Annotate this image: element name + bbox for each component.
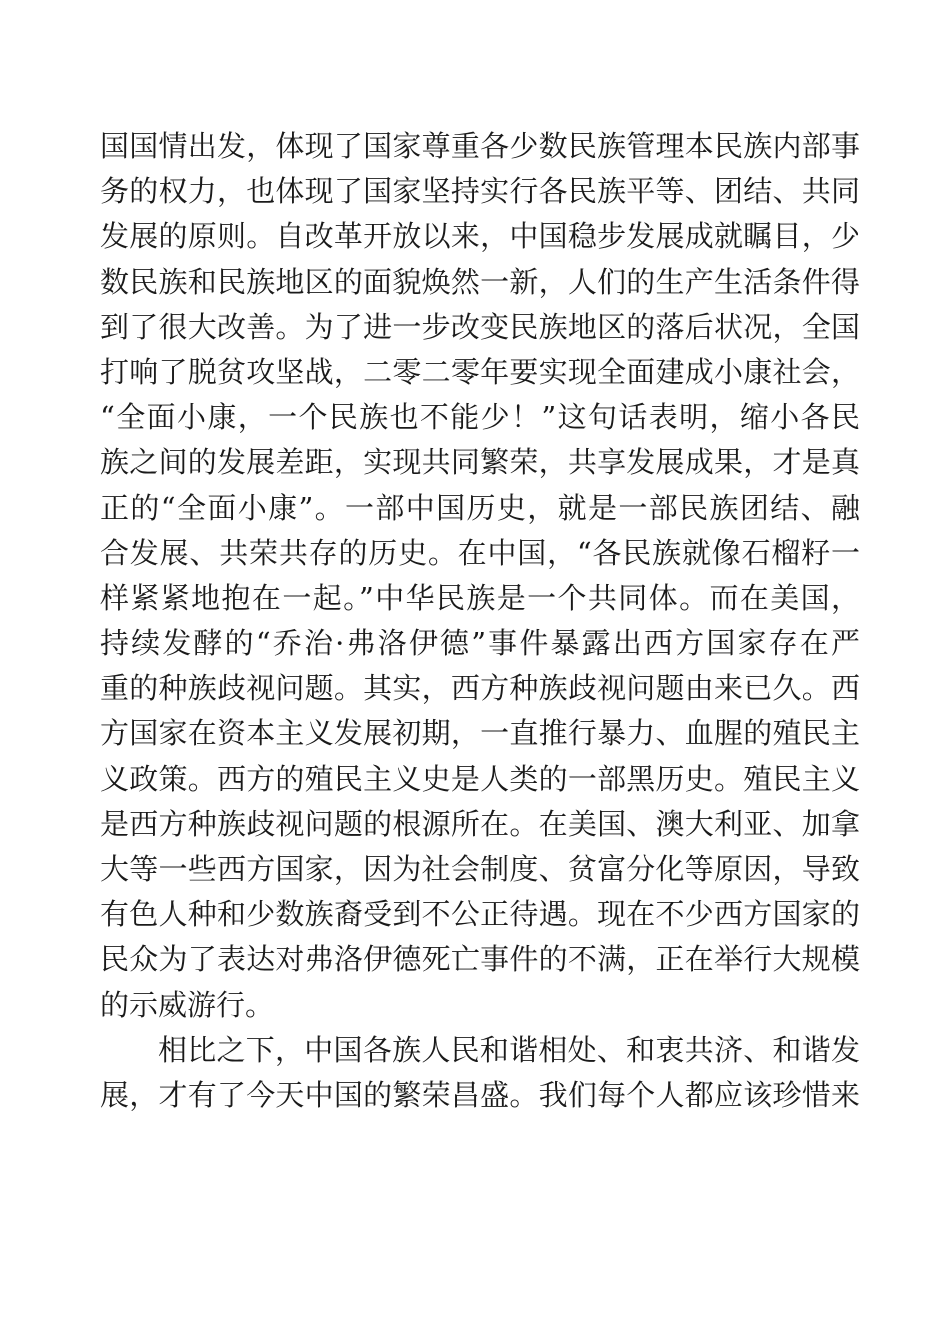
text-line: 民众为了表达对弗洛伊德死亡事件的不满，正在举行大规模: [100, 942, 860, 977]
text-line: 大等一些西方国家，因为社会制度、贫富分化等原因，导致: [100, 852, 860, 886]
text-line: 重的种族歧视问题。其实，西方种族歧视问题由来已久。西: [100, 671, 860, 706]
text-line: “全面小康，一个民族也不能少！”这句话表明，缩小各民: [100, 400, 860, 435]
text-line: 发展的原则。自改革开放以来，中国稳步发展成就瞩目，少: [100, 219, 860, 254]
text-line: 数民族和民族地区的面貌焕然一新，人们的生产生活条件得: [100, 264, 860, 299]
text-line: 有色人种和少数族裔受到不公正待遇。现在不少西方国家的: [100, 897, 860, 932]
text-line: 打响了脱贫攻坚战，二零二零年要实现全面建成小康社会，: [100, 354, 860, 389]
text-line: 到了很大改善。为了进一步改变民族地区的落后状况，全国: [100, 309, 860, 344]
text-line-paragraph-end: 的示威游行。: [100, 987, 275, 1022]
text-line: 展，才有了今天中国的繁荣昌盛。我们每个人都应该珍惜来: [100, 1077, 860, 1112]
text-line-paragraph-start: 相比之下，中国各族人民和谐相处、和衷共济、和谐发: [158, 1032, 860, 1067]
text-line: 族之间的发展差距，实现共同繁荣，共享发展成果，才是真: [100, 445, 860, 480]
body-text: [100, 124, 860, 1118]
text-line: 是西方种族歧视问题的根源所在。在美国、澳大利亚、加拿: [100, 806, 860, 841]
text-line: 国国情出发，体现了国家尊重各少数民族管理本民族内部事: [100, 129, 860, 163]
text-line: 方国家在资本主义发展初期，一直推行暴力、血腥的殖民主: [100, 716, 860, 751]
text-line: 持续发酵的“乔治·弗洛伊德”事件暴露出西方国家存在严: [100, 626, 860, 661]
text-line: 样紧紧地抱在一起。”中华民族是一个共同体。而在美国，: [100, 580, 860, 615]
text-line: 义政策。西方的殖民主义史是人类的一部黑历史。殖民主义: [100, 761, 860, 796]
text-line: 合发展、共荣共存的历史。在中国，“各民族就像石榴籽一: [100, 535, 860, 570]
text-line: 务的权力，也体现了国家坚持实行各民族平等、团结、共同: [100, 174, 860, 209]
text-line: 正的“全面小康”。一部中国历史，就是一部民族团结、融: [100, 490, 860, 525]
